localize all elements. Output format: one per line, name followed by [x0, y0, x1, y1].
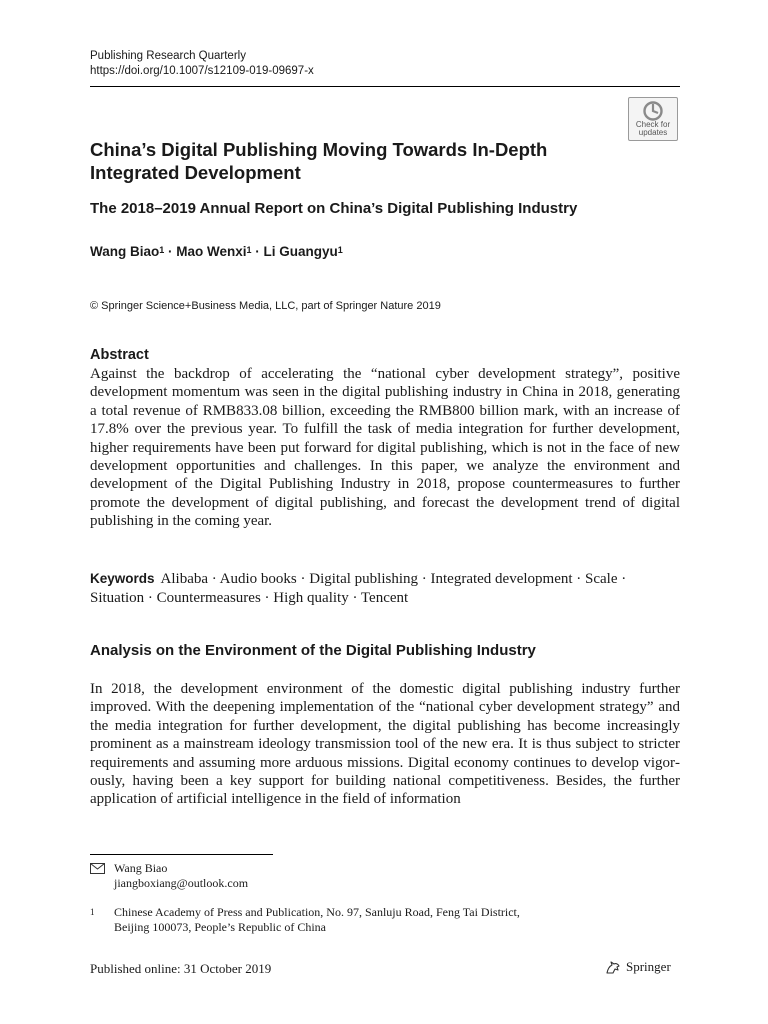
badge-line1: Check for	[635, 120, 671, 129]
footnote-divider	[90, 854, 273, 855]
author-affiliation-mark: 1	[337, 245, 343, 255]
check-for-updates-badge[interactable]	[628, 97, 678, 141]
corresponding-author-name: Wang Biao	[114, 861, 168, 875]
journal-name: Publishing Research Quarterly	[90, 50, 246, 62]
author-name[interactable]: Li Guangyu	[263, 244, 338, 259]
section-heading: Analysis on the Environment of the Digital Publishing Industry	[90, 642, 536, 659]
author-affiliation-mark: 1	[159, 245, 165, 255]
abstract-heading: Abstract	[90, 347, 149, 363]
keywords-label: Keywords	[90, 571, 155, 586]
article-title: China’s Digital Publishing Moving Towards In-Depth Integrated Development	[90, 139, 548, 183]
author-name[interactable]: Wang Biao	[90, 244, 160, 259]
author-separator: ·	[164, 244, 177, 259]
keywords-block	[90, 569, 680, 608]
journal-header	[90, 49, 314, 79]
section-body-text: In 2018, the development environment of the domestic digital publishing industry further improved. With the deepening implementation of the “national cyber development strategy” and the media integration for further development, the digital publishing has become increasingly prominent as a mainstream ideology transmission tool of the new era. It is thus subject to stricter requirements and assuming more arduous missions. Digital economy continues to develop vigorously, having been a key support for building national competitiveness. Besides, the further application of artificial intelligence in the field of information	[90, 681, 680, 808]
affiliation-number: 1	[90, 907, 95, 917]
published-online-date: Published online: 31 October 2019	[90, 961, 272, 976]
author-list	[90, 243, 343, 261]
keywords-text: Alibaba · Audio books · Digital publishing · Integrated development · Scale · Situation · Countermeasures · High quality · Tencent	[90, 571, 627, 606]
affiliation-line: Chinese Academy of Press and Publication, No. 97, Sanluju Road, Feng Tai District,	[114, 905, 520, 919]
article-subtitle: The 2018–2019 Annual Report on China’s Digital Publishing Industry	[90, 200, 578, 217]
abstract-text: Against the backdrop of accelerating the “national cyber development strategy”, positive development momentum was seen in the digital publishing industry in China in 2018, generating a total revenue of RMB833.08 billion, exceeding the RMB800 billion mark, with an increase of 17.8% over the previous year. To fulfill the task of media integration for further development, higher requirements have been put forward for digital publishing, which is not in the face of new development opportunities and challenges. In this paper, we analyze the environment and development of the Digital Publishing Industry in 2018, propose countermeasures to further promote the development of digital publishing, and forecast the development trend of digital publishing in the coming year.	[90, 366, 680, 530]
header-divider	[90, 86, 680, 87]
envelope-icon	[90, 863, 105, 874]
corresponding-author-email[interactable]: jiangboxiang@outlook.com	[114, 876, 249, 890]
doi-link[interactable]: https://doi.org/10.1007/s12109-019-09697-x	[90, 65, 314, 77]
badge-line2: updates	[638, 128, 668, 137]
copyright-notice: © Springer Science+Business Media, LLC, part of Springer Nature 2019	[90, 300, 441, 312]
check-for-updates-icon	[642, 101, 664, 121]
author-affiliation-mark: 1	[246, 245, 252, 255]
affiliation-line: Beijing 100073, People’s Republic of China	[114, 920, 326, 934]
springer-horse-icon	[604, 958, 622, 976]
springer-wordmark: Springer	[626, 959, 671, 974]
author-separator: ·	[251, 244, 264, 259]
author-name[interactable]: Mao Wenxi	[176, 244, 247, 259]
springer-logo	[604, 958, 671, 976]
